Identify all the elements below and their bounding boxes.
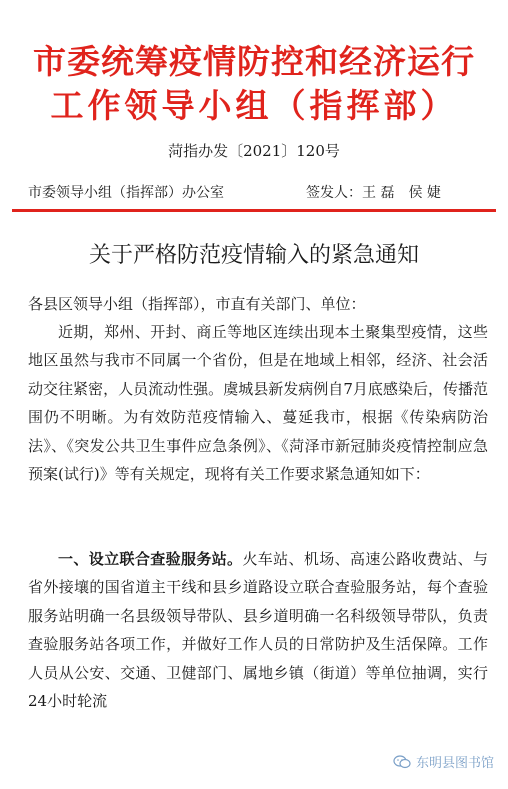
header-title-line1: 市委统筹疫情防控和经济运行 (33, 42, 475, 81)
paragraph-1: 近期，郑州、开封、商丘等地区连续出现本土聚集型疫情，这些地区虽然与我市不同属一个省份，但是在地域上相邻，经济、社会活动交往紧密，人员流动性强。虞城县新发病例自7月底感染后，传播范围仍不明晰。为有效防范疫情输入、蔓延我市，根据《传染病防治法》、《突发公共卫生事件应急条例》、《菏泽市新冠肺炎疫情控制应急预案(试行)》等有关规定，现将有关工作要求紧急通知如下： (28, 323, 488, 484)
notice-title: 关于严格防范疫情输入的紧急通知 (88, 243, 419, 268)
wechat-icon (393, 755, 411, 769)
red-divider (12, 209, 496, 212)
issuing-office: 市委领导小组（指挥部）办公室 (28, 185, 224, 201)
section-text: 火车站、机场、高速公路收费站、与省外接壤的国省道主干线和县乡道路设立联合查验服务站，每个查验服务站明确一名县级领导带队、县乡道明确一名科级领导带队，负责查验服务站各项工作，并做好工作人员的日常防护及生活保障。工作人员从公安、交通、卫健部门、属地乡镇（街道）等单位抽调，实行24小时轮流 (28, 550, 488, 711)
signers: 签发人：王 磊 侯 婕 (306, 185, 441, 201)
section-heading: 一、设立联合查验服务站。 (58, 550, 243, 568)
paragraph-2 (28, 545, 488, 715)
addressee: 各县区领导小组（指挥部），市直有关部门、单位： (28, 295, 366, 313)
document-number: 菏指办发〔2021〕120号 (168, 142, 340, 160)
watermark-text: 东明县图书馆 (415, 756, 494, 771)
watermark (393, 752, 494, 771)
header-title-line2: 工作领导小组（指挥部） (50, 86, 458, 125)
